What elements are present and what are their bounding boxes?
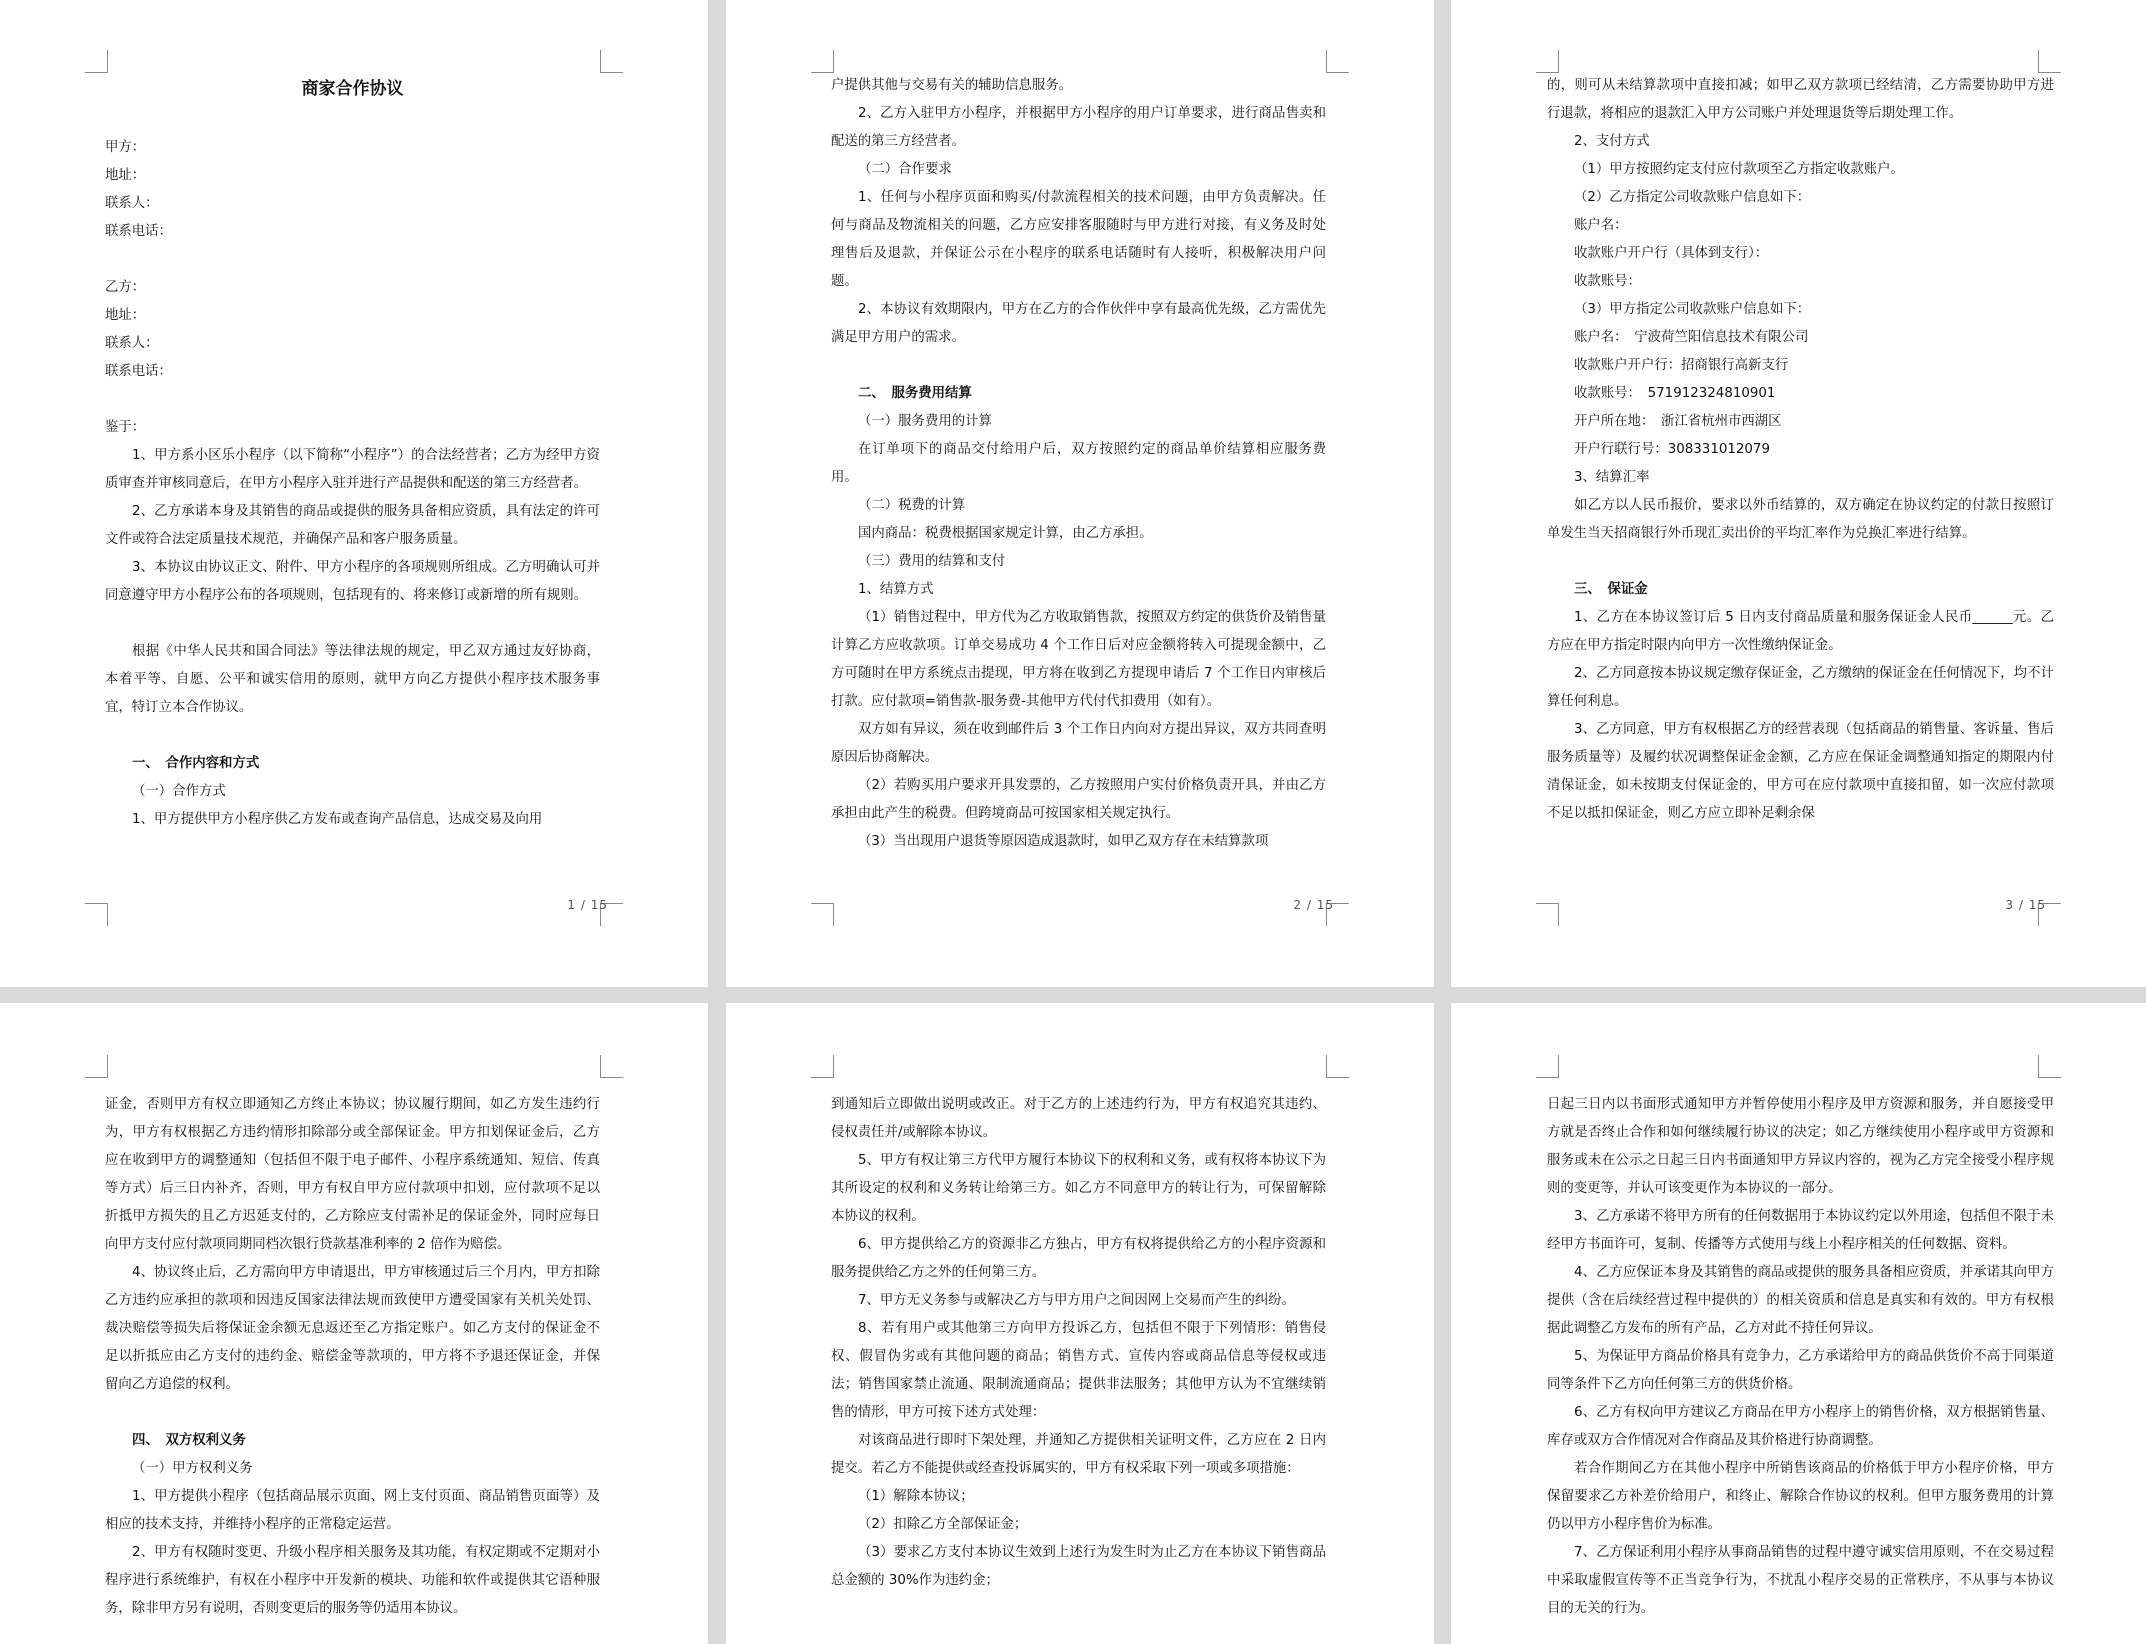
paragraph: 证金，否则甲方有权立即通知乙方终止本协议；协议履行期间，如乙方发生违约行为，甲方有权根据乙方违约情形扣除部分或全部保证金。甲方扣划保证金后，乙方应在收到甲方的调整通知（包括但不限于电子邮件、小程序系统通知、短信、传真等方式）后三日内补齐，否则，甲方有权自甲方应付款项中扣划，应付款项不足以折抵甲方损失的且乙方迟延支付的，乙方除应支付需补足的保证金外，同时应每日向甲方支付应付款项同期同档次银行贷款基准利率的 2 倍作为赔偿。 <box>105 1097 600 1252</box>
paragraph: 若合作期间乙方在其他小程序中所销售该商品的价格低于甲方小程序价格，甲方保留要求乙方补差价给用户，和终止、解除合作协议的权利。但甲方服务费用的计算仍以甲方小程序售价为标准。 <box>1547 1461 2054 1532</box>
page-corner-mark <box>1536 903 1559 926</box>
page-3 <box>1451 0 2146 987</box>
page-corner-mark <box>1326 50 1349 73</box>
paragraph: 1、任何与小程序页面和购买/付款流程相关的技术问题，由甲方负责解决。任何与商品及物流相关的问题，乙方应安排客服随时与甲方进行对接，有义务及时处理售后及退款，并保证公示在小程序的联系电话随时有人接听，积极解决用户问题。 <box>831 190 1326 289</box>
page-corner-mark <box>85 1055 108 1078</box>
paragraph: 6、甲方提供给乙方的资源非乙方独占，甲方有权将提供给乙方的小程序资源和服务提供给乙方之外的任何第三方。 <box>831 1237 1326 1280</box>
page-corner-mark <box>600 50 623 73</box>
party-b-contact: 联系人： <box>105 336 159 351</box>
page-body <box>831 1091 1326 1595</box>
section-heading: 四、 双方权利义务 <box>132 1433 246 1448</box>
subsection-heading: （二）税费的计算 <box>858 498 966 513</box>
field-account-number: 收款账号： <box>1574 274 1641 289</box>
section-heading: 二、 服务费用结算 <box>858 386 972 401</box>
party-a-address: 地址： <box>105 168 146 183</box>
paragraph: （3）当出现用户退货等原因造成退款时，如甲乙双方存在未结算款项 <box>858 834 1269 849</box>
subsection-heading: 2、支付方式 <box>1574 134 1650 149</box>
paragraph: 3、乙方承诺不将甲方所有的任何数据用于本协议约定以外用途，包括但不限于未经甲方书面许可，复制、传播等方式使用与线上小程序相关的任何数据、资料。 <box>1547 1209 2054 1252</box>
paragraph: 国内商品：税费根据国家规定计算，由乙方承担。 <box>858 526 1153 541</box>
page-number: 1 / 15 <box>567 898 608 912</box>
field-account-name: 账户名： 宁波荷竺阳信息技术有限公司 <box>1574 330 1809 345</box>
page-2 <box>726 0 1434 987</box>
paragraph: 2、乙方承诺本身及其销售的商品或提供的服务具备相应资质，具有法定的许可文件或符合法定质量技术规范，并确保产品和客户服务质量。 <box>105 504 600 547</box>
paragraph: 如乙方以人民币报价，要求以外币结算的，双方确定在协议约定的付款日按照订单发生当天招商银行外币现汇卖出价的平均汇率作为兑换汇率进行结算。 <box>1547 498 2054 541</box>
paragraph: 1、甲方系小区乐小程序（以下简称“小程序”）的合法经营者；乙方为经甲方资质审查并审核同意后，在甲方小程序入驻并进行产品提供和配送的第三方经营者。 <box>105 448 600 491</box>
page-corner-mark <box>2038 50 2061 73</box>
paragraph: 4、乙方应保证本身及其销售的商品或提供的服务具备相应资质，并承诺其向甲方提供（含在后续经营过程中提供的）的相关资质和信息是真实和有效的。甲方有权根据此调整乙方发布的所有产品，乙方对此不持任何异议。 <box>1547 1265 2054 1336</box>
paragraph: 4、协议终止后，乙方需向甲方申请退出，甲方审核通过后三个月内，甲方扣除乙方违约应承担的款项和因违反国家法律法规而致使甲方遭受国家有关机关处罚、裁决赔偿等损失后将保证金余额无息返还至乙方指定账户。如乙方支付的保证金不足以折抵应由乙方支付的违约金、赔偿金等款项的，甲方将不予退还保证金，并保留向乙方追偿的权利。 <box>105 1265 600 1392</box>
page-corner-mark <box>811 50 834 73</box>
paragraph: 5、为保证甲方商品价格具有竞争力，乙方承诺给甲方的商品供货价不高于同渠道同等条件下乙方向任何第三方的供货价格。 <box>1547 1349 2054 1392</box>
party-b-label: 乙方： <box>105 280 146 295</box>
page-corner-mark <box>2038 1055 2061 1078</box>
paragraph: 5、甲方有权让第三方代甲方履行本协议下的权利和义务，或有权将本协议下为其所设定的权利和义务转让给第三方。如乙方不同意甲方的转让行为，可保留解除本协议的权利。 <box>831 1153 1326 1224</box>
paragraph: 2、甲方有权随时变更、升级小程序相关服务及其功能，有权定期或不定期对小程序进行系统维护，有权在小程序中开发新的模块、功能和软件或提供其它语种服务，除非甲方另有说明，否则变更后的服务等仍适用本协议。 <box>105 1545 600 1616</box>
party-a-label: 甲方： <box>105 140 146 155</box>
paragraph: 2、本协议有效期限内，甲方在乙方的合作伙伴中享有最高优先级，乙方需优先满足甲方用户的需求。 <box>831 302 1326 345</box>
list-item: （2）扣除乙方全部保证金； <box>858 1517 1028 1532</box>
page-body <box>1547 72 2054 828</box>
page-corner-mark <box>85 903 108 926</box>
paragraph: 2、乙方入驻甲方小程序，并根据甲方小程序的用户订单要求，进行商品售卖和配送的第三方经营者。 <box>831 106 1326 149</box>
field-account-name: 账户名： <box>1574 218 1628 233</box>
page-body <box>105 1091 600 1623</box>
page-number: 2 / 15 <box>1293 898 1334 912</box>
subsection-heading: 1、结算方式 <box>858 582 934 597</box>
page-corner-mark <box>811 1055 834 1078</box>
paragraph: 双方如有异议，须在收到邮件后 3 个工作日内向对方提出异议，双方共同查明原因后协商解决。 <box>831 722 1326 765</box>
paragraph: 户提供其他与交易有关的辅助信息服务。 <box>831 78 1073 93</box>
page-corner-mark <box>600 1055 623 1078</box>
page-body <box>831 72 1326 856</box>
paragraph: 2、乙方同意按本协议规定缴存保证金，乙方缴纳的保证金在任何情况下，均不计算任何利息。 <box>1547 666 2054 709</box>
subsection-heading: 3、结算汇率 <box>1574 470 1650 485</box>
paragraph: 7、甲方无义务参与或解决乙方与甲方用户之间因网上交易而产生的纠纷。 <box>858 1293 1296 1308</box>
party-a-contact: 联系人： <box>105 196 159 211</box>
paragraph: 3、乙方同意，甲方有权根据乙方的经营表现（包括商品的销售量、客诉量、售后服务质量等）及履约状况调整保证金金额，乙方应在保证金调整通知指定的期限内付清保证金，如未按期支付保证金的，甲方可在应付款项中直接扣留，如一次应付款项不足以抵扣保证金，则乙方应立即补足剩余保 <box>1547 722 2054 821</box>
field-bank: 收款账户开户行（具体到支行）： <box>1574 246 1769 261</box>
paragraph: 1、甲方提供小程序（包括商品展示页面、网上支付页面、商品销售页面等）及相应的技术支持，并维持小程序的正常稳定运营。 <box>105 1489 600 1532</box>
page-body <box>1547 1091 2054 1623</box>
paragraph: 到通知后立即做出说明或改正。对于乙方的上述违约行为，甲方有权追究其违约、侵权责任并/或解除本协议。 <box>831 1097 1326 1140</box>
page-4 <box>0 1003 708 1644</box>
list-item: （3）要求乙方支付本协议生效到上述行为发生时为止乙方在本协议下销售商品总金额的 30%作为违约金； <box>831 1545 1326 1588</box>
page-corner-mark <box>1536 50 1559 73</box>
section-heading: 三、 保证金 <box>1574 582 1648 597</box>
field-bank: 收款账户开户行：招商银行高新支行 <box>1574 358 1789 373</box>
paragraph: （2）若购买用户要求开具发票的，乙方按照用户实付价格负责开具，并由乙方承担由此产生的税费。但跨境商品可按国家相关规定执行。 <box>831 778 1326 821</box>
paragraph: 根据《中华人民共和国合同法》等法律法规的规定，甲乙双方通过友好协商，本着平等、自愿、公平和诚实信用的原则，就甲方向乙方提供小程序技术服务事宜，特订立本合作协议。 <box>105 644 600 715</box>
subsection-heading: （三）费用的结算和支付 <box>858 554 1006 569</box>
page-number: 3 / 15 <box>2005 898 2046 912</box>
paragraph: （2）乙方指定公司收款账户信息如下： <box>1574 190 1811 205</box>
paragraph: （1）甲方按照约定支付应付款项至乙方指定收款账户。 <box>1574 162 1904 177</box>
paragraph: 8、若有用户或其他第三方向甲方投诉乙方，包括但不限于下列情形：销售侵权、假冒伪劣或有其他问题的商品；销售方式、宣传内容或商品信息等侵权或违法；销售国家禁止流通、限制流通商品；提供非法服务；其他甲方认为不宜继续销售的情形，甲方可按下述方式处理： <box>831 1321 1326 1420</box>
paragraph: 1、甲方提供甲方小程序供乙方发布或查询产品信息，达成交易及向用 <box>132 812 543 827</box>
paragraph: 日起三日内以书面形式通知甲方并暂停使用小程序及甲方资源和服务，并自愿接受甲方就是否终止合作和如何继续履行协议的决定；如乙方继续使用小程序或甲方资源和服务或未在公示之日起三日内书面通知甲方异议内容的，视为乙方完全接受小程序规则的变更等，并认可该变更作为本协议的一部分。 <box>1547 1097 2054 1196</box>
page-corner-mark <box>85 50 108 73</box>
page-1 <box>0 0 708 987</box>
paragraph: 3、本协议由协议正文、附件、甲方小程序的各项规则所组成。乙方明确认可并同意遵守甲方小程序公布的各项规则，包括现有的、将来修订或新增的所有规则。 <box>105 560 600 603</box>
paragraph: 的，则可从未结算款项中直接扣减；如甲乙双方款项已经结清，乙方需要协助甲方进行退款，将相应的退款汇入甲方公司账户并处理退货等后期处理工作。 <box>1547 78 2054 121</box>
page-corner-mark <box>1536 1055 1559 1078</box>
field-bank-location: 开户所在地： 浙江省杭州市西湖区 <box>1574 414 1782 429</box>
subsection-heading: （二）合作要求 <box>858 162 952 177</box>
party-b-address: 地址： <box>105 308 146 323</box>
page-corner-mark <box>811 903 834 926</box>
paragraph: 7、乙方保证利用小程序从事商品销售的过程中遵守诚实信用原则，不在交易过程中采取虚假宣传等不正当竞争行为，不扰乱小程序交易的正常秩序，不从事与本协议目的无关的行为。 <box>1547 1545 2054 1616</box>
paragraph: （3）甲方指定公司收款账户信息如下： <box>1574 302 1811 317</box>
party-b-phone: 联系电话： <box>105 364 172 379</box>
page-6 <box>1451 1003 2146 1644</box>
whereas-label: 鉴于： <box>105 420 146 435</box>
field-bank-code: 开户行联行号：308331012079 <box>1574 442 1770 457</box>
document-title: 商家合作协议 <box>301 79 404 99</box>
page-5 <box>726 1003 1434 1644</box>
paragraph: 6、乙方有权向甲方建议乙方商品在甲方小程序上的销售价格，双方根据销售量、库存或双方合作情况对合作商品及其价格进行协商调整。 <box>1547 1405 2054 1448</box>
subsection-heading: （一）服务费用的计算 <box>858 414 992 429</box>
subsection-heading: （一）甲方权利义务 <box>132 1461 253 1476</box>
field-account-number: 收款账号： 571912324810901 <box>1574 386 1776 401</box>
paragraph: 对该商品进行即时下架处理，并通知乙方提供相关证明文件，乙方应在 2 日内提交。若乙方不能提供或经查投诉属实的，甲方有权采取下列一项或多项措施： <box>831 1433 1326 1476</box>
section-heading: 一、 合作内容和方式 <box>132 756 260 771</box>
party-a-phone: 联系电话： <box>105 224 172 239</box>
page-body <box>105 72 600 834</box>
list-item: （1）解除本协议； <box>858 1489 974 1504</box>
subsection-heading: （一）合作方式 <box>132 784 226 799</box>
paragraph: 1、乙方在本协议签订后 5 日内支付商品质量和服务保证金人民币______元。乙方应在甲方指定时限内向甲方一次性缴纳保证金。 <box>1547 610 2054 653</box>
page-corner-mark <box>1326 1055 1349 1078</box>
paragraph: 在订单项下的商品交付给用户后，双方按照约定的商品单价结算相应服务费用。 <box>831 442 1326 485</box>
paragraph: （1）销售过程中，甲方代为乙方收取销售款，按照双方约定的供货价及销售量计算乙方应收款项。订单交易成功 4 个工作日后对应金额将转入可提现金额中，乙方可随时在甲方系统点击提现，甲方将在收到乙方提现申请后 7 个工作日内审核后打款。应付款项=销售款-服务费-其他甲方代付代扣费用（如有）。 <box>831 610 1326 709</box>
